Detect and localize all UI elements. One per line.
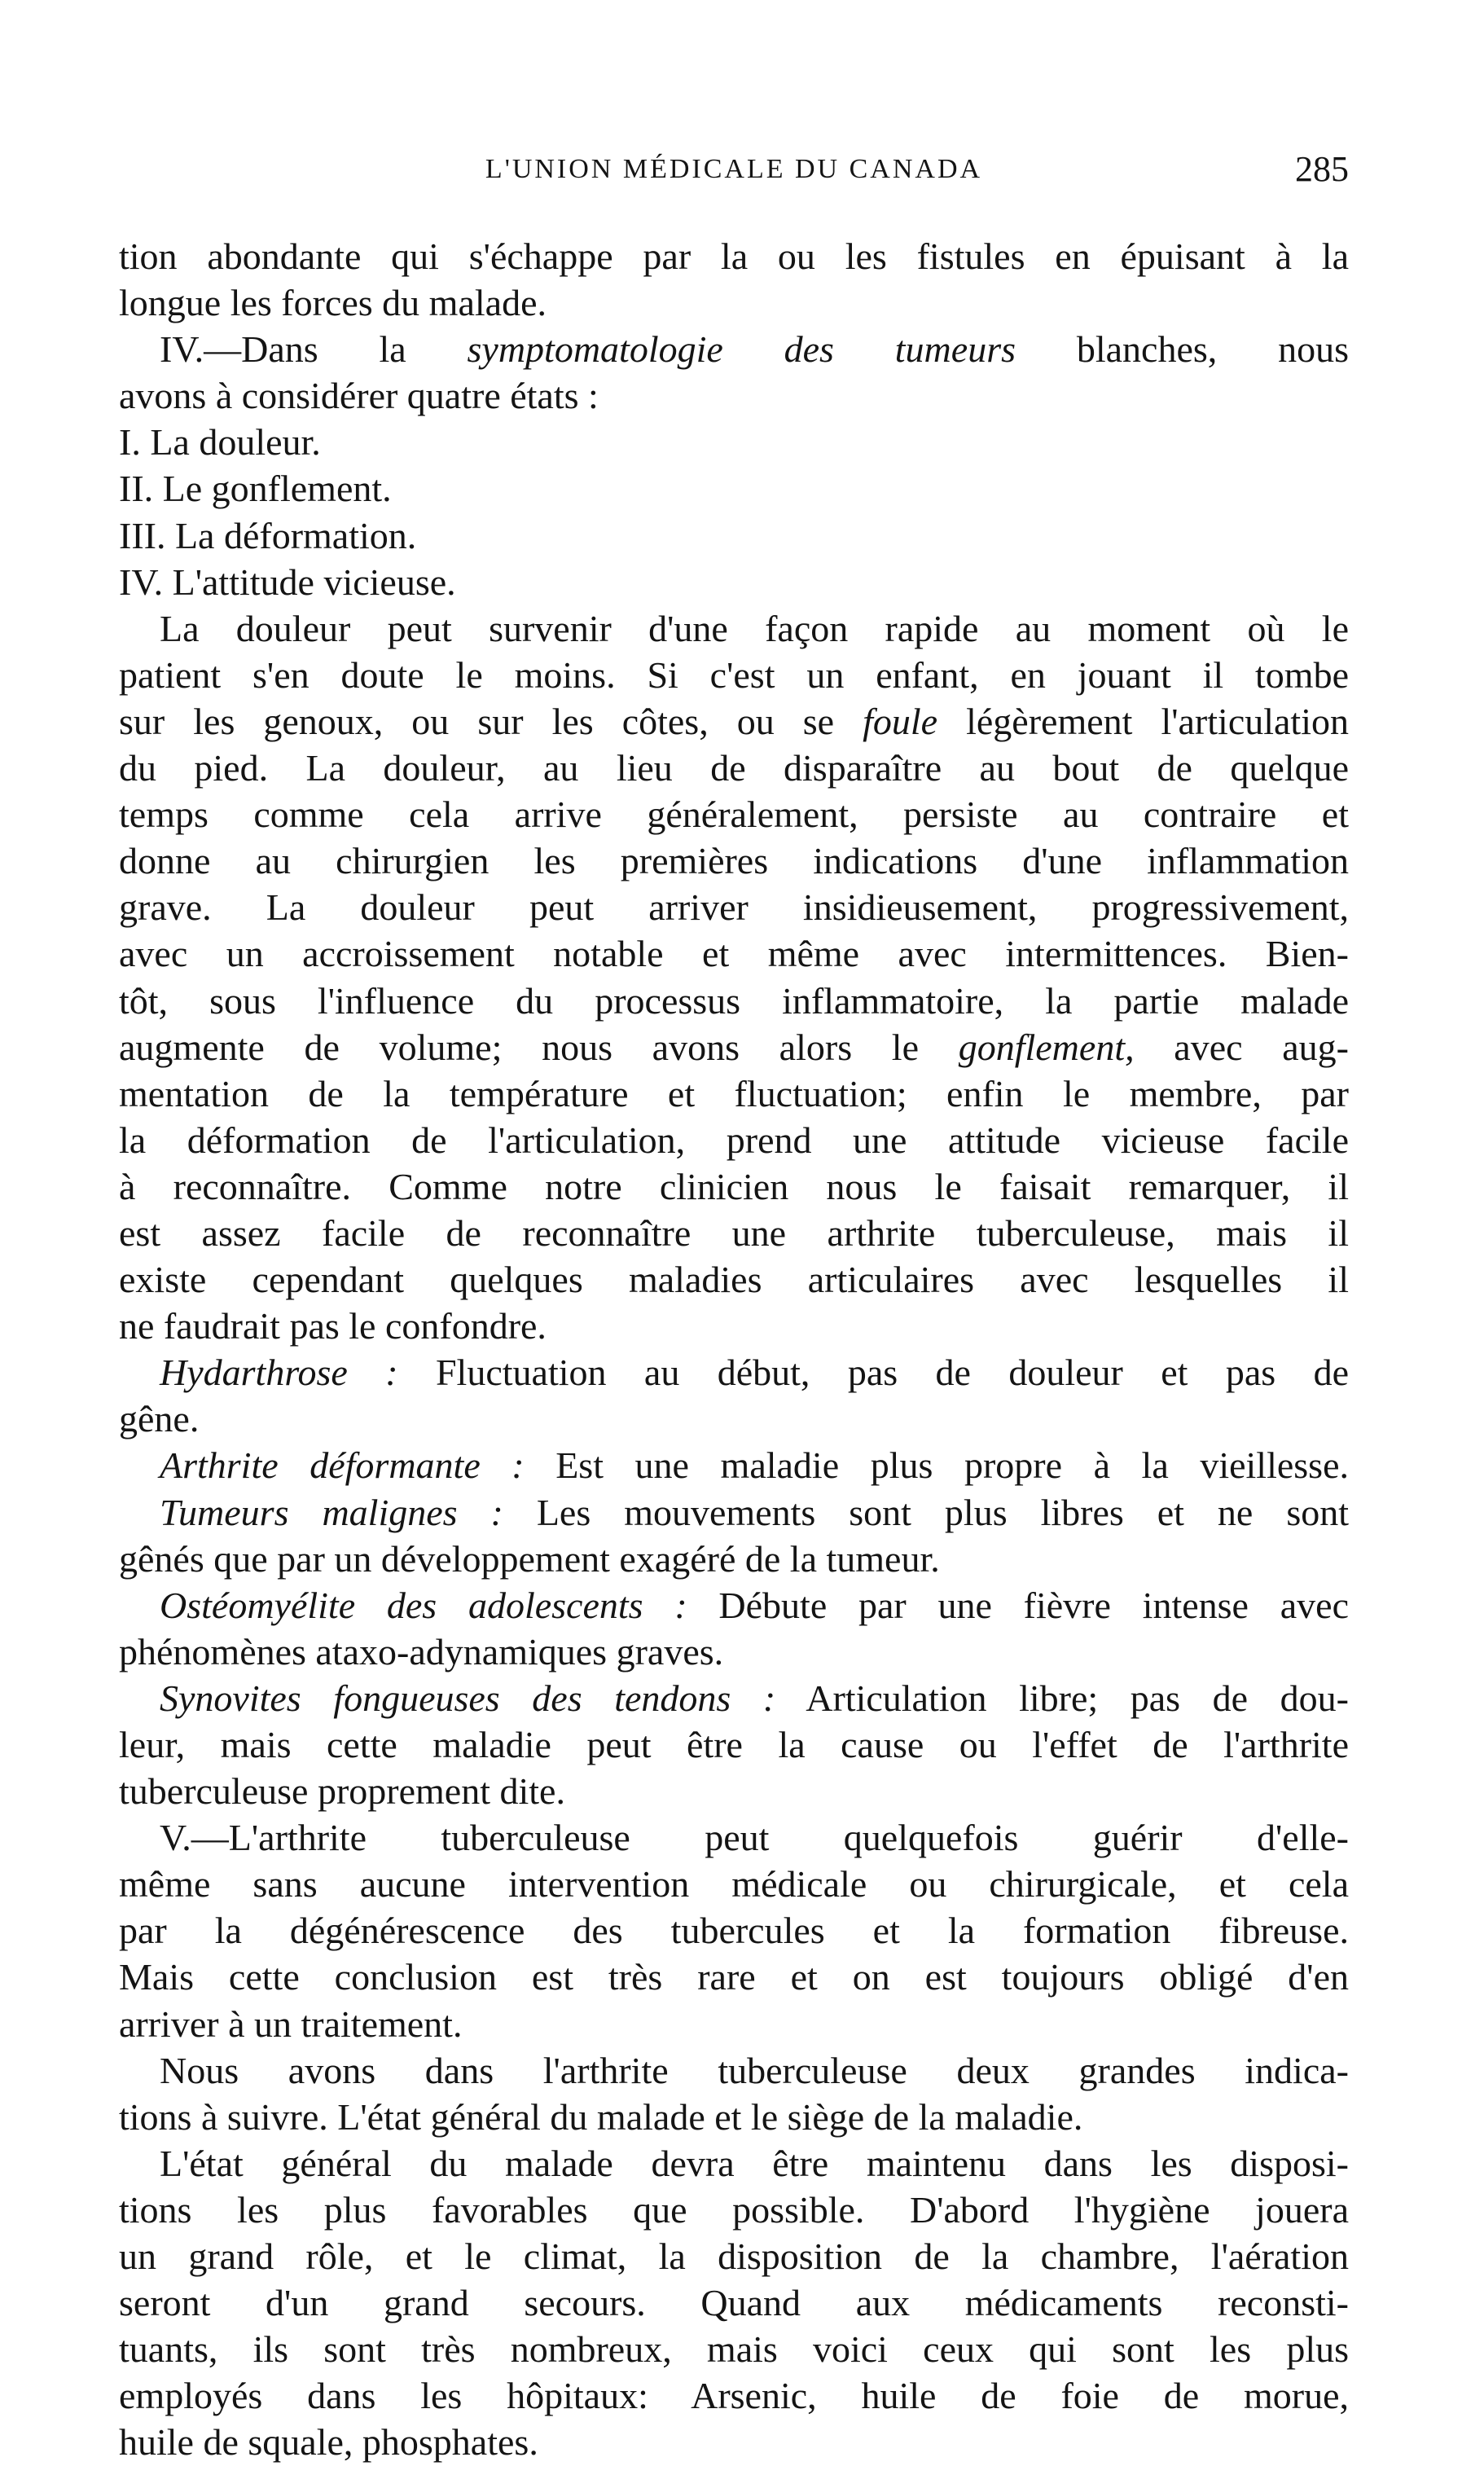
text-run: blanches, nous (1016, 328, 1349, 371)
text-run: mentation de la température et fluctuation; enfin le membre, par (119, 1072, 1349, 1114)
text-run: augmente de volume; nous avons alors le (119, 1026, 959, 1068)
text-line (119, 233, 1349, 279)
body-text (119, 233, 1349, 2466)
text-line (119, 1907, 1349, 1954)
text-run: à reconnaître. Comme notre clinicien nous le faisait remarquer, il (119, 1165, 1349, 1207)
text-line (119, 512, 1349, 559)
text-line (119, 372, 1349, 419)
text-run: longue les forces du malade. (119, 282, 547, 324)
text-line (119, 2001, 1349, 2047)
text-line (119, 2372, 1349, 2419)
text-line (119, 2187, 1349, 2233)
text-run: grave. La douleur peut arriver insidieusement, progressivement, (119, 886, 1349, 929)
text-line (119, 1117, 1349, 1163)
text-line (119, 465, 1349, 512)
text-run: tion abondante qui s'échappe par la ou les fistules en épuisant à la (119, 235, 1349, 277)
text-line (119, 419, 1349, 465)
text-run: employés dans les hôpitaux: Arsenic, huile de foie de morue, (119, 2375, 1349, 2417)
italic-text: Arthrite déformante : (160, 1444, 525, 1487)
running-title: L'UNION MÉDICALE DU CANADA (485, 154, 983, 184)
text-line (119, 2140, 1349, 2187)
text-run: II. Le gonflement. (119, 468, 392, 510)
text-line (119, 1721, 1349, 1768)
text-line (119, 279, 1349, 326)
text-line (119, 791, 1349, 837)
text-run: Articulation libre; pas de dou- (775, 1677, 1349, 1719)
text-run: Fluctuation au début, pas de douleur et pas de (397, 1352, 1349, 1394)
italic-text: Hydarthrose : (160, 1352, 398, 1394)
text-line (119, 2047, 1349, 2094)
text-line (119, 1070, 1349, 1117)
text-run: la déformation de l'articulation, prend une attitude vicieuse facile (119, 1119, 1349, 1161)
text-run: arriver à un traitement. (119, 2002, 463, 2045)
text-line (119, 1768, 1349, 1814)
text-line (119, 1629, 1349, 1675)
italic-text: gonflement, (958, 1026, 1135, 1068)
text-run: légèrement l'articulation (937, 700, 1349, 742)
text-run: Les mouvements sont plus libres et ne sont (503, 1491, 1349, 1533)
italic-text: foule (863, 700, 938, 742)
text-run: tions les plus favorables que possible. D'abord l'hygiène jouera (119, 2188, 1349, 2231)
text-line (119, 1489, 1349, 1536)
text-line (119, 930, 1349, 977)
text-run: tuberculeuse proprement dite. (119, 1770, 565, 1813)
text-line (119, 1210, 1349, 1256)
text-run: avons à considérer quatre états : (119, 375, 599, 417)
text-run: temps comme cela arrive généralement, persiste au contraire et (119, 793, 1349, 836)
text-line (119, 1861, 1349, 1907)
text-line (119, 605, 1349, 652)
page-header (119, 145, 1349, 194)
italic-text: Synovites fongueuses des tendons : (160, 1677, 776, 1719)
text-run: par la dégénérescence des tubercules et la formation fibreuse. (119, 1910, 1349, 1952)
text-run: III. La déformation. (119, 514, 417, 556)
text-line (119, 2326, 1349, 2372)
text-run: tuants, ils sont très nombreux, mais voici ceux qui sont les plus (119, 2328, 1349, 2371)
text-line (119, 1396, 1349, 1442)
text-line (119, 2419, 1349, 2465)
text-run: est assez facile de reconnaître une arthrite tuberculeuse, mais il (119, 1211, 1349, 1254)
text-run: existe cependant quelques maladies articulaires avec lesquelles il (119, 1259, 1349, 1301)
text-run: patient s'en doute le moins. Si c'est un enfant, en jouant il tombe (119, 653, 1349, 696)
text-line (119, 745, 1349, 791)
text-run: Est une maladie plus propre à la vieillesse. (524, 1444, 1349, 1487)
text-run: du pied. La douleur, au lieu de disparaître au bout de quelque (119, 747, 1349, 789)
text-run: V.—L'arthrite tuberculeuse peut quelquefois guérir d'elle- (160, 1817, 1349, 1859)
text-line (119, 652, 1349, 698)
text-line (119, 884, 1349, 930)
text-line (119, 1024, 1349, 1070)
text-run: tôt, sous l'influence du processus inflammatoire, la partie malade (119, 979, 1349, 1022)
text-line (119, 326, 1349, 372)
italic-text: symptomatologie des tumeurs (467, 328, 1016, 371)
text-line (119, 837, 1349, 884)
text-run: Nous avons dans l'arthrite tuberculeuse deux grandes indica- (160, 2049, 1349, 2091)
text-run: L'état général du malade devra être maintenu dans les disposi- (160, 2142, 1349, 2184)
text-line (119, 1256, 1349, 1303)
text-run: huile de squale, phosphates. (119, 2421, 538, 2464)
text-run: IV. L'attitude vicieuse. (119, 560, 456, 603)
text-run: phénomènes ataxo-adynamiques graves. (119, 1630, 724, 1673)
text-run: tions à suivre. L'état général du malade et le siège de la maladie. (119, 2095, 1083, 2138)
text-run: La douleur peut survenir d'une façon rapide au moment où le (160, 607, 1349, 649)
text-run: avec un accroissement notable et même avec intermittences. Bien- (119, 933, 1349, 975)
text-run: même sans aucune intervention médicale ou chirurgicale, et cela (119, 1863, 1349, 1906)
text-line (119, 2279, 1349, 2326)
text-run: donne au chirurgien les premières indications d'une inflammation (119, 840, 1349, 882)
text-run: Débute par une fièvre intense avec (687, 1584, 1349, 1626)
text-run: un grand rôle, et le climat, la disposition de la chambre, l'aération (119, 2235, 1349, 2278)
text-line (119, 2233, 1349, 2279)
text-run: sur les genoux, ou sur les côtes, ou se (119, 700, 863, 742)
text-run: Mais cette conclusion est très rare et on est toujours obligé d'en (119, 1956, 1349, 1998)
text-run: IV.—Dans la (160, 328, 468, 371)
text-line (119, 1954, 1349, 2000)
text-run: avec aug- (1134, 1026, 1349, 1068)
text-run: gênés que par un développement exagéré de la tumeur. (119, 1537, 940, 1580)
text-line (119, 1349, 1349, 1396)
text-line (119, 559, 1349, 605)
text-line (119, 1303, 1349, 1349)
text-line (119, 698, 1349, 745)
text-line (119, 1675, 1349, 1721)
text-run: gêne. (119, 1398, 200, 1440)
text-line (119, 1582, 1349, 1629)
text-line (119, 1442, 1349, 1488)
text-line (119, 1536, 1349, 1582)
page-number: 285 (1295, 149, 1349, 189)
text-line (119, 2094, 1349, 2140)
italic-text: Tumeurs malignes : (160, 1491, 503, 1533)
text-run: seront d'un grand secours. Quand aux médicaments reconsti- (119, 2282, 1349, 2324)
text-run: ne faudrait pas le confondre. (119, 1305, 547, 1347)
text-line (119, 1814, 1349, 1861)
text-run: leur, mais cette maladie peut être la cause ou l'effet de l'arthrite (119, 1724, 1349, 1765)
text-line (119, 978, 1349, 1024)
text-run: I. La douleur. (119, 421, 321, 464)
italic-text: Ostéomyélite des adolescents : (160, 1584, 687, 1626)
text-line (119, 1163, 1349, 1210)
